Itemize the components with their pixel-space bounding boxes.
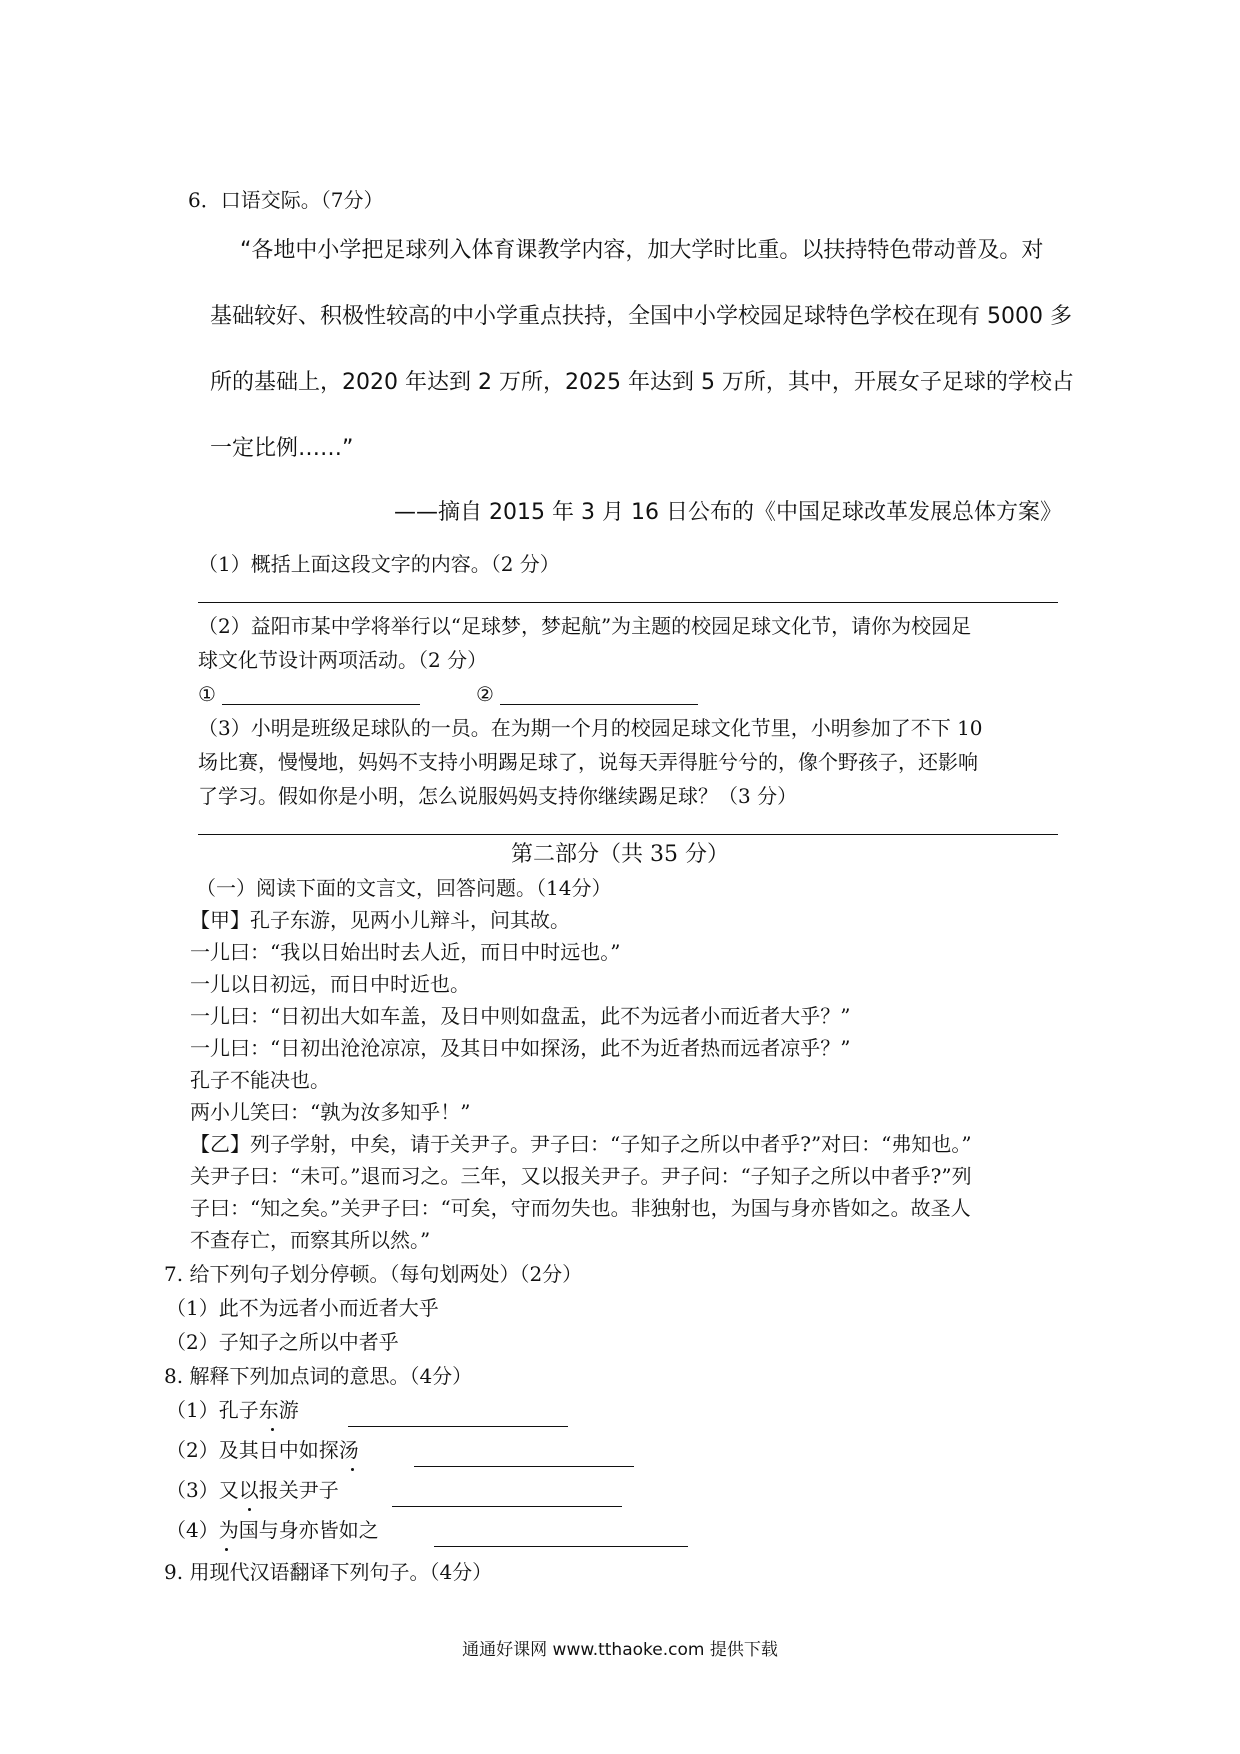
q6-sub2-line-2: 球文化节设计两项活动。（2 分） [198,648,488,672]
page-footer: 通通好课网 www.tthaoke.com 提供下载 [462,1640,778,1660]
q6-passage-line-3: 所的基础上，2020 年达到 2 万所，2025 年达到 5 万所，其中，开展女子足球的学校占 [210,370,1074,395]
q7-item-2: （2）子知子之所以中者乎 [166,1330,399,1354]
yi-line-1: 【乙】列子学射，中矣，请于关尹子。尹子曰：“子知子之所以中者乎?”对曰：“弗知也。” [190,1132,972,1156]
q6-title: 6．口语交际。（7分） [188,188,384,212]
emphasis-dot [351,1468,354,1471]
q8-item-4: （4）为国与身亦皆如之 [166,1518,379,1542]
q9-title: 9. 用现代汉语翻译下列句子。（4分） [164,1560,493,1584]
emphasis-dot [271,1428,274,1431]
q8-answer-line-2[interactable] [414,1466,634,1467]
jia-line-3: 一儿以日初远，而日中时近也。 [190,972,470,996]
q6-sub3-line-3: 了学习。假如你是小明，怎么说服妈妈支持你继续踢足球？（3 分） [198,784,798,808]
q6-circle-1: ① [198,682,216,706]
emphasis-dot [248,1508,251,1511]
yi-line-3: 子曰：“知之矣。”关尹子曰：“可矣，守而勿失也。非独射也，为国与身亦皆如之。故圣人 [190,1196,971,1220]
q8-item-2: （2）及其日中如探汤 [166,1438,359,1462]
q6-sub3-line-1: （3）小明是班级足球队的一员。在为期一个月的校园足球文化节里，小明参加了不下 10 [198,716,983,740]
emphasis-dot [225,1548,228,1551]
q8-title: 8. 解释下列加点词的意思。（4分） [164,1364,473,1388]
yi-line-2: 关尹子曰：“未可。”退而习之。三年，又以报关尹子。尹子问：“子知子之所以中者乎?”列 [190,1164,972,1188]
part2-heading: 第二部分（共 35 分） [511,842,729,867]
q6-circle-2: ② [476,682,494,706]
q8-answer-line-1[interactable] [348,1426,568,1427]
q8-answer-line-4[interactable] [434,1546,688,1547]
q6-passage-line-1: “各地中小学把足球列入体育课教学内容，加大学时比重。以扶持特色带动普及。对 [240,238,1044,263]
q6-sub1: （1）概括上面这段文字的内容。（2 分） [198,552,560,576]
yi-line-4: 不查存亡，而察其所以然。” [190,1228,431,1252]
jia-line-7: 两小儿笑曰：“孰为汝多知乎！” [190,1100,471,1124]
q7-title: 7. 给下列句子划分停顿。（每句划两处）（2分） [164,1262,583,1286]
q6-sub3-line-2: 场比赛，慢慢地，妈妈不支持小明踢足球了，说每天弄得脏兮兮的，像个野孩子，还影响 [198,750,978,774]
q6-passage-line-4: 一定比例……” [210,436,354,461]
q7-item-1: （1）此不为远者小而近者大乎 [166,1296,439,1320]
q6-sub2-line-1: （2）益阳市某中学将举行以“足球梦，梦起航”为主题的校园足球文化节，请你为校园足 [198,614,972,638]
q8-answer-line-3[interactable] [392,1506,622,1507]
jia-line-5: 一儿曰：“日初出沧沧凉凉，及其日中如探汤，此不为近者热而远者凉乎？” [190,1036,851,1060]
q6-sub3-answer-line[interactable] [198,834,1058,835]
q8-item-1: （1）孔子东游 [166,1398,299,1422]
q8-item-3: （3）又以报关尹子 [166,1478,339,1502]
jia-line-6: 孔子不能决也。 [190,1068,330,1092]
q6-source: ——摘自 2015 年 3 月 16 日公布的《中国足球改革发展总体方案》 [394,500,1062,525]
q6-passage-line-2: 基础较好、积极性较高的中小学重点扶持，全国中小学校园足球特色学校在现有 5000 多 [210,304,1072,329]
jia-line-4: 一儿曰：“日初出大如车盖，及日中则如盘盂，此不为远者小而近者大乎？” [190,1004,851,1028]
q6-sub1-answer-line[interactable] [198,602,1058,603]
q6-activity-2-line[interactable] [500,704,698,705]
q6-activity-1-line[interactable] [222,704,420,705]
part2-intro: （一）阅读下面的文言文，回答问题。（14分） [196,876,612,900]
jia-line-2: 一儿曰：“我以日始出时去人近，而日中时远也。” [190,940,621,964]
jia-line-1: 【甲】孔子东游，见两小儿辩斗，问其故。 [190,908,570,932]
